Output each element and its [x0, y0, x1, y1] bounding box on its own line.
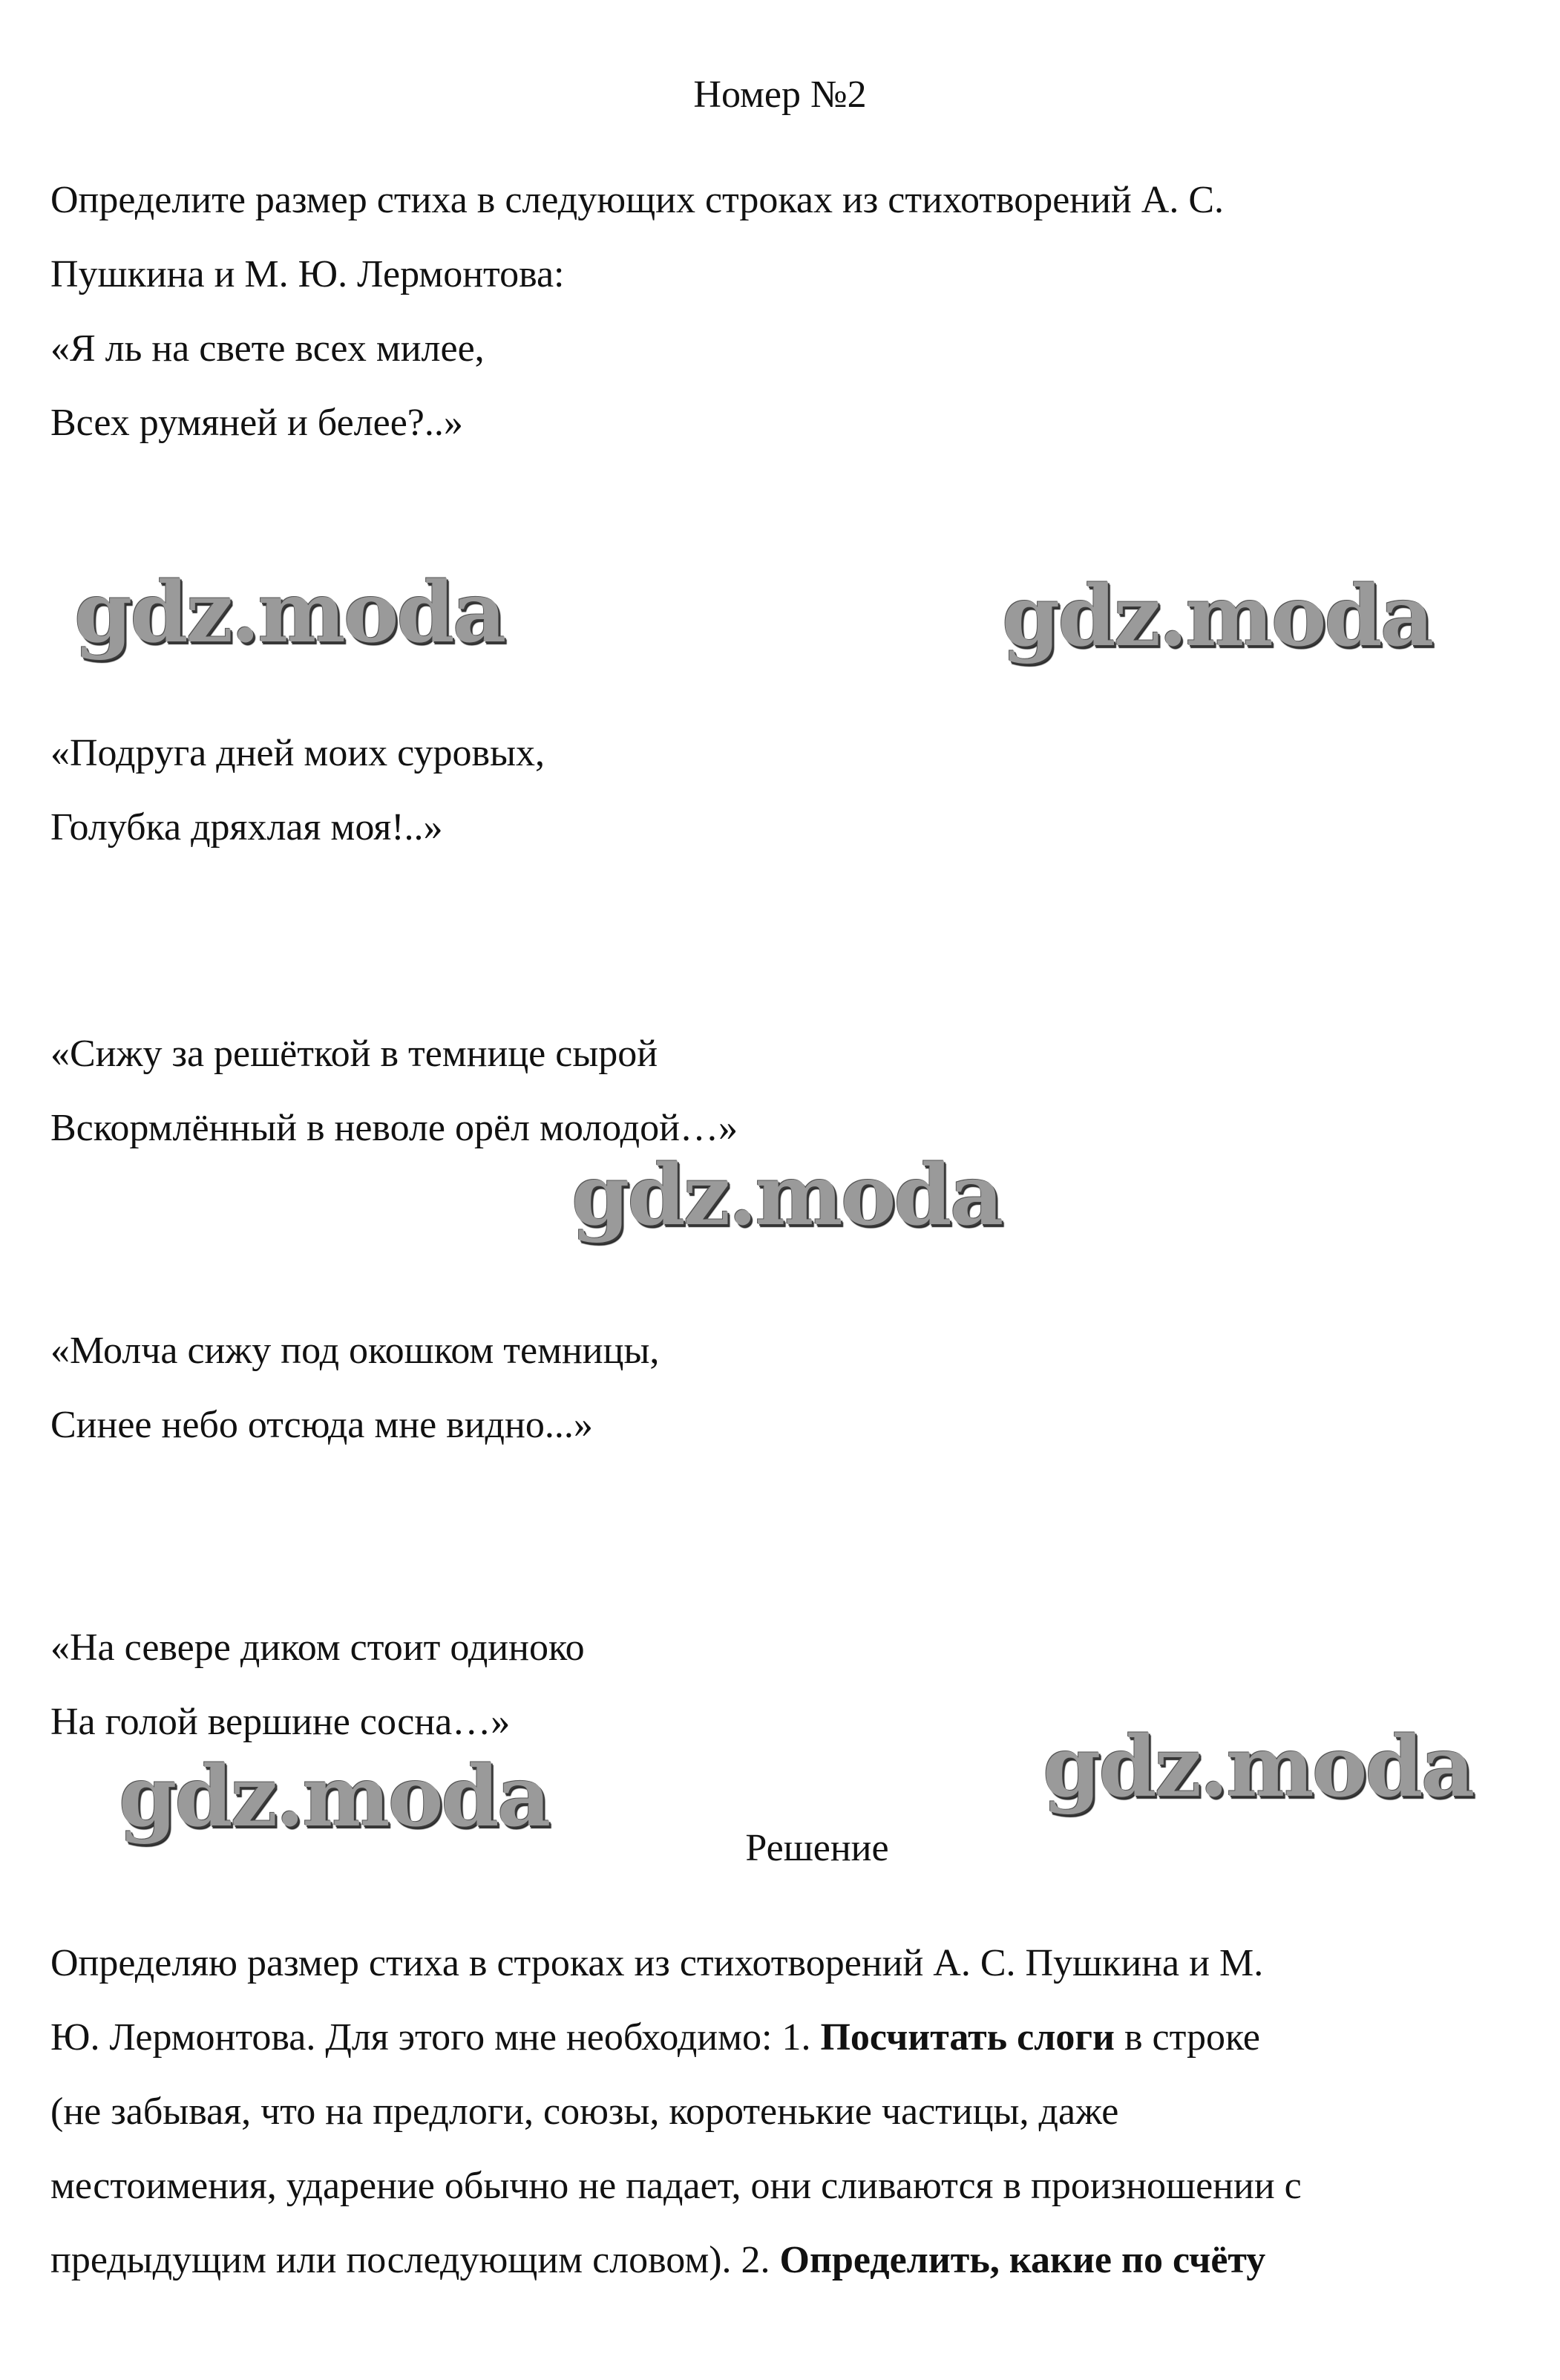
- watermark: gdz.moda: [1043, 1719, 1473, 1816]
- solution-heading: Решение: [745, 1827, 889, 1869]
- watermark: gdz.moda: [74, 564, 505, 661]
- page-title: Номер №2: [693, 73, 867, 116]
- quote-4-line-1: «Молча сижу под окошком темницы,: [50, 1330, 660, 1372]
- solution-line-1: Определяю размер стиха в строках из стихотворений А. С. Пушкина и М.: [50, 1942, 1264, 1984]
- quote-2-line-2: Голубка дряхлая моя!..»: [50, 806, 443, 849]
- quote-5-line-1: «На севере диком стоит одиноко: [50, 1627, 585, 1669]
- quote-5-line-2: На голой вершине сосна…»: [50, 1701, 511, 1743]
- quote-2-line-1: «Подруга дней моих суровых,: [50, 732, 545, 774]
- solution-bold-text: Посчитать слоги: [820, 2016, 1115, 2059]
- watermark: gdz.moda: [1002, 568, 1432, 665]
- solution-line-3: (не забывая, что на предлоги, союзы, коротенькие частицы, даже: [50, 2090, 1119, 2133]
- solution-text: в строке: [1114, 2016, 1260, 2059]
- watermark: gdz.moda: [571, 1147, 1002, 1244]
- quote-1-line-2: Всех румяней и белее?..»: [50, 402, 463, 444]
- solution-line-5: [50, 2238, 1265, 2283]
- quote-4-line-2: Синее небо отсюда мне видно...»: [50, 1404, 593, 1446]
- task-line-1: Определите размер стиха в следующих строках из стихотворений А. С.: [50, 179, 1224, 221]
- solution-bold-text: Определить, какие по счёту: [779, 2239, 1266, 2281]
- quote-1-line-1: «Я ль на свете всех милее,: [50, 327, 485, 370]
- solution-line-4: местоимения, ударение обычно не падает, они сливаются в произношении с: [50, 2165, 1302, 2207]
- quote-3-line-1: «Сижу за решёткой в темнице сырой: [50, 1033, 658, 1075]
- watermark: gdz.moda: [119, 1748, 549, 1846]
- solution-text: предыдущим или последующим словом). 2.: [50, 2239, 780, 2281]
- solution-line-2: [50, 2016, 1260, 2060]
- solution-text: Ю. Лермонтова. Для этого мне необходимо: 1.: [50, 2016, 821, 2059]
- task-line-2: Пушкина и М. Ю. Лермонтова:: [50, 253, 565, 295]
- quote-3-line-2: Вскормлённый в неволе орёл молодой…»: [50, 1107, 738, 1149]
